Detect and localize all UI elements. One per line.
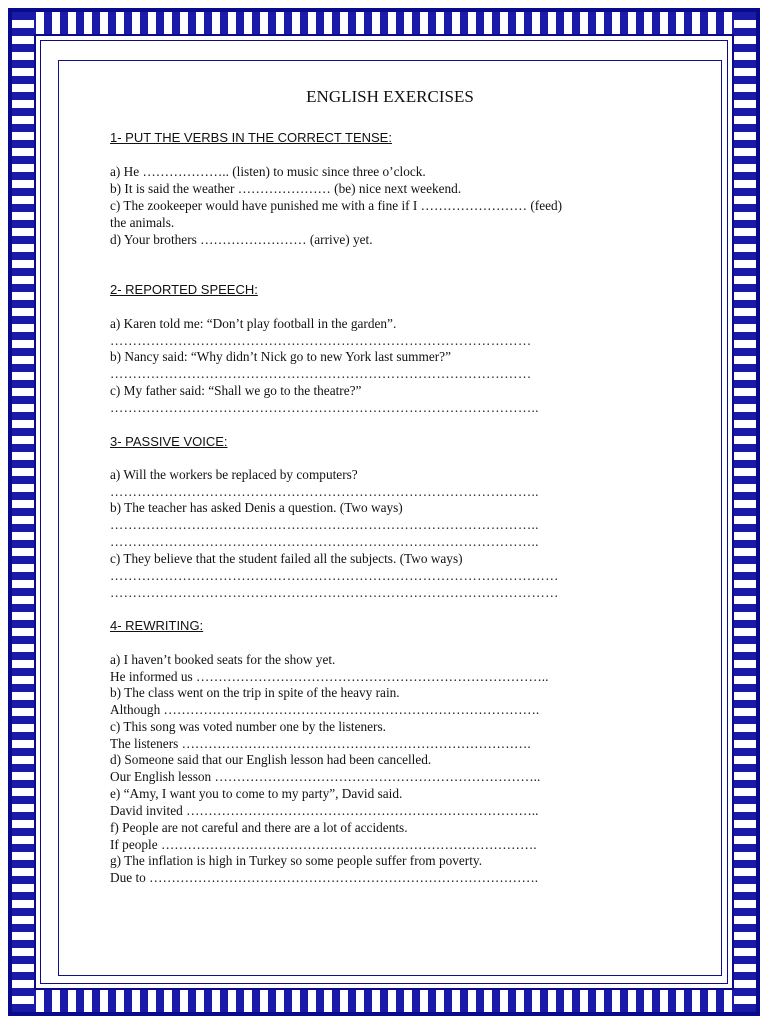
s3-item-c: c) They believe that the student failed all the subjects. (Two ways): [110, 551, 463, 566]
s4-item-g: g) The inflation is high in Turkey so some people suffer from poverty.: [110, 853, 483, 868]
s3-answer-line-b1[interactable]: …………………………………………………………………………………..: [110, 517, 539, 532]
s3-item-b: b) The teacher has asked Denis a question. (Two ways): [110, 500, 403, 515]
section-4-heading: 4- REWRITING:: [110, 618, 204, 633]
s2-answer-line-b[interactable]: …………………………………………………………………………………: [110, 366, 532, 381]
checkered-border-right: [734, 12, 756, 1012]
s4-item-b: b) The class went on the trip in spite of the heavy rain.: [110, 685, 400, 700]
s4-item-f: f) People are not careful and there are a lot of accidents.: [110, 820, 408, 835]
s2-item-c: c) My father said: “Shall we go to the theatre?”: [110, 383, 362, 398]
checkered-border-left: [12, 12, 34, 1012]
s1-item-c-cont: the animals.: [110, 215, 175, 230]
s4-answer-b[interactable]: Although ………………………………………………………………………….: [110, 702, 540, 717]
s2-item-a: a) Karen told me: “Don’t play football in the garden”.: [110, 316, 397, 331]
s3-item-a: a) Will the workers be replaced by computers?: [110, 467, 358, 482]
s4-answer-e[interactable]: David invited ……………………………………………………………………..: [110, 803, 539, 818]
s2-answer-line-a[interactable]: …………………………………………………………………………………: [110, 333, 532, 348]
section-1-heading: 1- PUT THE VERBS IN THE CORRECT TENSE:: [110, 130, 392, 145]
s1-item-b: b) It is said the weather ………………… (be) nice next weekend.: [110, 181, 462, 196]
s4-answer-c[interactable]: The listeners …………………………………………………………………….: [110, 736, 531, 751]
s3-answer-line-a[interactable]: …………………………………………………………………………………..: [110, 484, 539, 499]
s4-answer-g[interactable]: Due to …………………………………………………………………………….: [110, 870, 539, 885]
checkered-border-top: [12, 12, 756, 34]
s3-answer-line-c2[interactable]: ………………………………………………………………………………………: [110, 585, 559, 600]
s1-item-d: d) Your brothers …………………… (arrive) yet.: [110, 232, 373, 247]
s2-item-b: b) Nancy said: “Why didn’t Nick go to new York last summer?”: [110, 349, 451, 364]
s4-item-c: c) This song was voted number one by the listeners.: [110, 719, 386, 734]
s4-item-d: d) Someone said that our English lesson had been cancelled.: [110, 752, 432, 767]
s3-answer-line-b2[interactable]: …………………………………………………………………………………..: [110, 534, 539, 549]
page-title: ENGLISH EXERCISES: [306, 87, 474, 106]
s1-item-c: c) The zookeeper would have punished me with a fine if I …………………… (feed): [110, 198, 563, 213]
s2-answer-line-c[interactable]: …………………………………………………………………………………..: [110, 400, 539, 415]
s4-item-e: e) “Amy, I want you to come to my party”, David said.: [110, 786, 403, 801]
section-2-heading: 2- REPORTED SPEECH:: [110, 282, 258, 297]
s4-answer-f[interactable]: If people ………………………………………………………………………….: [110, 837, 537, 852]
section-3-heading: 3- PASSIVE VOICE:: [110, 434, 228, 449]
s3-answer-line-c1[interactable]: ………………………………………………………………………………………: [110, 568, 559, 583]
s4-item-a: a) I haven’t booked seats for the show yet.: [110, 652, 336, 667]
checkered-border-bottom: [12, 990, 756, 1012]
s1-item-a: a) He ……………….. (listen) to music since three o’clock.: [110, 164, 426, 179]
s4-answer-d[interactable]: Our English lesson ………………………………………………………………..: [110, 769, 541, 784]
s4-answer-a[interactable]: He informed us ……………………………………………………………………..: [110, 669, 549, 684]
